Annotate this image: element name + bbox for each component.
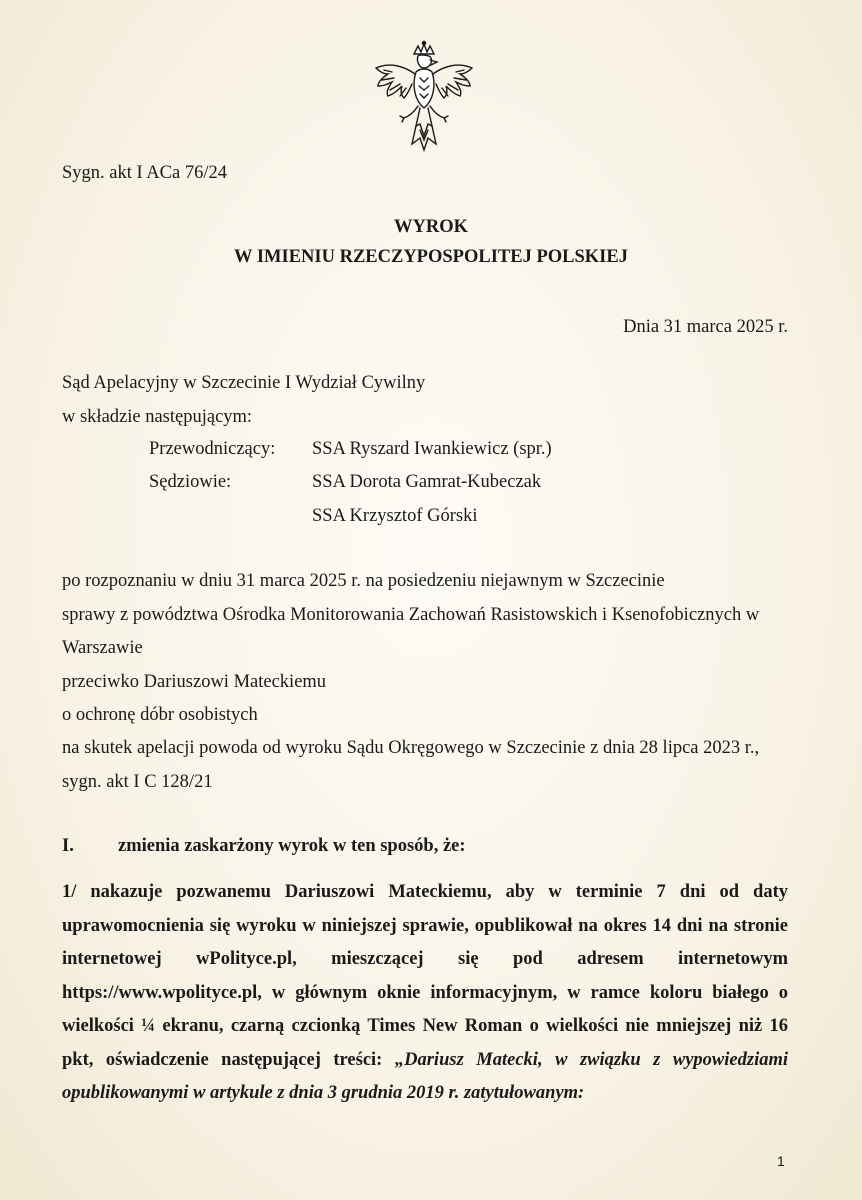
composition-label: w składzie następującym: [62,407,253,427]
case-line: sprawy z powództwa Ośrodka Monitorowania Zachowań Rasistowskich i Ksenofobicznych w [62,605,760,625]
section-heading: zmienia zaskarżony wyrok w ten sposób, że: [118,836,466,856]
case-line: sygn. akt I C 128/21 [62,772,213,792]
ruling-line: wielkości ¼ ekranu, czarną czcionką Times New Roman o wielkości nie mniejszej niż 16 [62,1016,788,1036]
ruling-line: https://www.wpolityce.pl, w głównym oknie informacyjnym, w ramce koloru białego o [62,983,788,1003]
judge-1: SSA Dorota Gamrat-Kubeczak [312,472,542,492]
judgment-date: Dnia 31 marca 2025 r. [623,317,788,337]
document-title: WYROK [394,217,468,237]
ruling-line: uprawomocnienia się wyroku w niniejszej sprawie, opublikował na okres 14 dni na stronie [62,916,788,936]
judges-label: Sędziowie: [149,472,232,492]
ruling-line-start: pkt, oświadczenie następującej treści: [62,1050,395,1070]
polish-eagle-emblem-icon [370,40,478,152]
ruling-line: opublikowanymi w artykule z dnia 3 grudnia 2019 r. zatytułowanym: [62,1083,585,1103]
case-line: Warszawie [62,638,143,658]
ruling-line [62,1051,788,1070]
case-line: przeciwko Dariuszowi Mateckiemu [62,672,327,692]
case-line: na skutek apelacji powoda od wyroku Sądu Okręgowego w Szczecinie z dnia 28 lipca 2023 r., [62,738,760,758]
case-line: po rozpoznaniu w dniu 31 marca 2025 r. na posiedzeniu niejawnym w Szczecinie [62,571,665,591]
ruling-line: 1/ nakazuje pozwanemu Dariuszowi Mateckiemu, aby w terminie 7 dni od daty [62,882,788,902]
page-number: 1 [777,1153,785,1169]
court-name: Sąd Apelacyjny w Szczecinie I Wydział Cywilny [62,373,426,393]
case-line: o ochronę dóbr osobistych [62,705,258,725]
section-number: I. [62,836,74,856]
document-subtitle: W IMIENIU RZECZYPOSPOLITEJ POLSKIEJ [234,247,628,267]
case-number: Sygn. akt I ACa 76/24 [62,163,227,183]
ruling-line: internetowej wPolityce.pl, mieszczącej się pod adresem internetowym [62,949,788,969]
quote-start: „Dariusz Matecki, w związku z wypowiedziami [394,1050,788,1070]
presiding-label: Przewodniczący: [149,439,276,459]
judge-2: SSA Krzysztof Górski [312,506,478,526]
presiding-judge: SSA Ryszard Iwankiewicz (spr.) [312,439,552,459]
